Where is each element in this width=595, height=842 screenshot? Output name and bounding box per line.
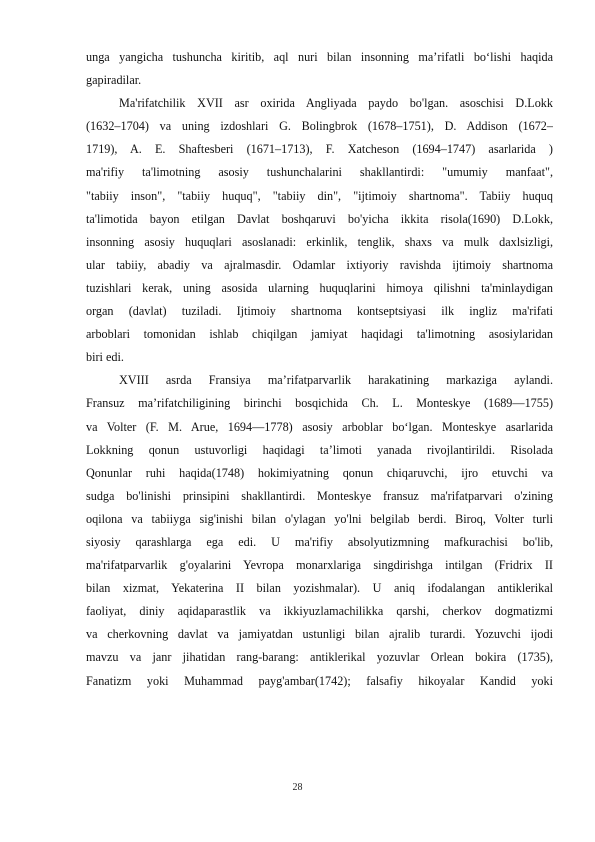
text-line: XVIII asrda Fransiya maʼrifatparvarlik harakatining markaziga aylandi. [119, 373, 553, 388]
text-line: unga yangicha tushuncha kiritib, aql nuri bilan insonning maʼrifatli boʻlishi haqida [86, 50, 553, 64]
text-line: Qonunlar ruhi haqida(1748) hokimiyatning qonun chiqaruvchi, ijro etuvchi va [86, 465, 553, 480]
text-line: siyosiy qarashlarga ega edi. U ma'rifiy absolyutizmning mafkurachisi bo'lib, [86, 534, 553, 549]
text-line: Ma'rifatchilik XVII asr oxirida Angliyada paydo bo'lgan. asoschisi D.Lokk [119, 96, 553, 111]
text-line: gapiradilar. [86, 73, 142, 88]
text-line: Fanatizm yoki Muhammad payg'ambar(1742); falsafiy hikoyalar Kandid yoki [86, 673, 553, 688]
text-line: sudga bo'linishi prinsipini shakllantirdi. Monteskye fransuz ma'rifatparvari o'zining [86, 488, 553, 503]
text-line: ma'rifiy ta'limotning asosiy tushunchalarini shakllantirdi: "umumiy manfaat", [86, 165, 553, 180]
paragraph [86, 46, 553, 92]
text-line: 1719), A. E. Shaftesberi (1671–1713), F. Xatcheson (1694–1747) asarlarida ) [86, 142, 553, 157]
text-line: faoliyat, diniy aqidaparastlik va ikkiyuzlamachilikka qarshi, cherkov dogmatizmi [86, 604, 553, 619]
text-line: organ (davlat) tuziladi. Ijtimoiy shartnoma kontseptsiyasi ilk ingliz ma'rifati [86, 304, 553, 319]
text-line: ma'rifatparvarlik g'oyalarini Yevropa monarxlariga singdirishga intilgan (Fridrix II [86, 558, 553, 573]
text-line: ta'limotida bayon etilgan Davlat boshqaruvi bo'yicha ikkita risola(1690) D.Lokk, [86, 211, 553, 226]
text-line: "tabiiy inson", "tabiiy huquq", "tabiiy din", "ijtimoiy shartnoma". Tabiiy huquq [86, 188, 553, 203]
text-line: bilan xizmat, Yekaterina II bilan yozishmalar). U aniq ifodalangan antiklerikal [86, 581, 553, 596]
text-line: oqilona va tabiiyga sig'inishi bilan o'ylagan yo'lni belgilab berdi. Biroq, Volter turli [86, 511, 553, 526]
paragraph [86, 92, 553, 369]
paragraph [86, 369, 553, 692]
text-line: (1632–1704) va uning izdoshlari G. Bolingbrok (1678–1751), D. Addison (1672– [86, 119, 553, 134]
text-line: Fransuz maʼrifatchiligining birinchi bosqichida Ch. L. Monteskye (1689—1755) [86, 396, 553, 411]
text-line: va cherkovning davlat va jamiyatdan ustunligi bilan ajralib turardi. Yozuvchi ijodi [86, 627, 553, 642]
text-line: biri edi. [86, 350, 124, 365]
text-line: arboblari tomonidan ishlab chiqilgan jamiyat haqidagi ta'limotning asosiylaridan [86, 327, 553, 342]
text-line: Lokkning qonun ustuvorligi haqidagi taʼlimoti yanada rivojlantirildi. Risolada [86, 442, 553, 457]
text-line: mavzu va janr jihatidan rang-barang: antiklerikal yozuvlar Orlean bokira (1735), [86, 650, 553, 665]
text-line: va Volter (F. M. Arue, 1694—1778) asosiy arboblar boʻlgan. Monteskye asarlarida [86, 419, 553, 434]
text-line: ular tabiiy, abadiy va ajralmasdir. Odamlar ixtiyoriy ravishda ijtimoiy shartnoma [86, 257, 553, 272]
body-text [86, 46, 553, 693]
text-line: insonning asosiy huquqlari asoslanadi: erkinlik, tenglik, shaxs va mulk daxlsizligi, [86, 234, 553, 249]
text-line: tuzishlari kerak, uning asosida ularning huquqlarini himoya qilishni ta'minlaydigan [86, 280, 553, 295]
page-number: 28 [292, 782, 303, 793]
